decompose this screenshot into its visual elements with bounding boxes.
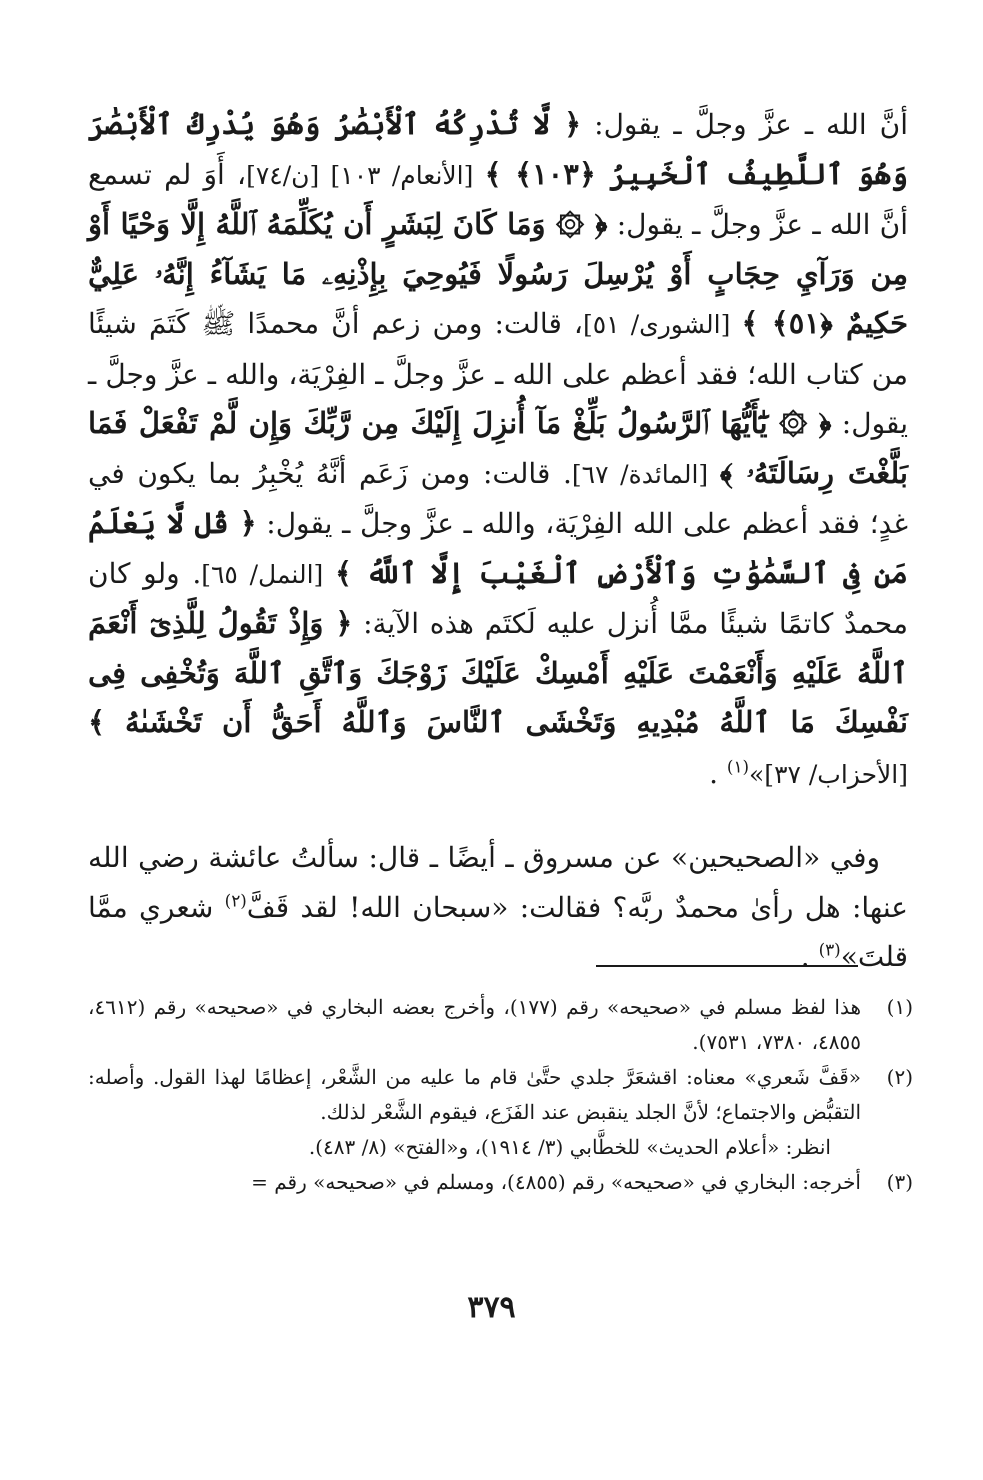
footnote-text: هذا لفظ مسلم في «صحيحه» رقم (١٧٧)، وأخرج بعضه البخاري في «صحيحه» رقم (٤٦١٢، ٤٨٥٥، ٧٣٨٠، ٧٥٣١). — [88, 995, 861, 1054]
footnote-text: أخرجه: البخاري في «صحيحه» رقم (٤٨٥٥)، ومسلم في «صحيحه» رقم = — [251, 1170, 861, 1194]
verse-reference: [النمل/ ٦٥] — [201, 559, 335, 589]
verse-reference: [الأنعام/ ١٠٣] [ن/٧٤] — [246, 160, 485, 190]
quran-verse: ﴿ لَّا تُدْرِكُهُ ٱلْأَبْصَٰرُ وَهُوَ يُدْرِكُ ٱلْأَبْصَٰرَ وَهُوَ ٱللَّطِيفُ ٱلْخَبِيرُ ﴿١٠٣﴾ ﴾ — [88, 107, 908, 191]
verse-reference: [الأحزاب/ ٣٧]» — [749, 759, 908, 789]
paragraph-1 — [88, 100, 908, 799]
footnote-2 — [88, 1060, 913, 1130]
text-segment: شعري ممَّا قلتَ» — [88, 890, 908, 973]
footnote-3 — [88, 1165, 913, 1200]
quran-verse: ﴿ وَإِذْ تَقُولُ لِلَّذِىٓ أَنْعَمَ ٱللَّهُ عَلَيْهِ وَأَنْعَمْتَ عَلَيْهِ أَمْسِكْ عَلَيْكَ زَوْجَكَ وَٱتَّقِ ٱللَّهَ وَتُخْفِى فِى نَفْسِكَ مَا ٱللَّهُ مُبْدِيهِ وَتَخْشَى ٱلنَّاسَ وَٱللَّهُ أَحَقُّ أَن تَخْشَىٰهُ ﴾ — [88, 606, 908, 739]
footnote-text: «قَفَّ شَعري» معناه: اقشعَرَّ جلدي حتَّىٰ قام ما عليه من الشَّعْر، إعظامًا لهذا القول. وأصله: التقبُّض والاجتماع؛ لأنَّ الجلد ينقبض عند الفَزَع، فيقوم الشَّعْر لذلك. — [88, 1065, 861, 1124]
text-segment: . قالت: ومن زَعَم أنَّهُ يُخْبِرُ بما يكون في غدٍ؛ فقد أعظم على الله الفِرْيَة، والله ـ عزَّ وجلَّ ـ يقول: — [88, 456, 908, 540]
page-number: ٣٧٩ — [467, 1290, 516, 1325]
quran-verse: ﴿ ۞ يَٰٓأَيُّهَا ٱلرَّسُولُ بَلِّغْ مَآ أُنزِلَ إِلَيْكَ مِن رَّبِّكَ وَإِن لَّمْ تَفْعَلْ فَمَا بَلَّغْتَ رِسَالَتَهُۥ ﴾ — [88, 406, 909, 490]
text-segment: ، قالت: ومن زعم أنَّ محمدًا ﷺ كَتَمَ شيئًا من كتاب الله؛ فقد أعظم على الله ـ عزَّ وجلَّ ـ الفِرْيَة، والله ـ عزَّ وجلَّ ـ يقول: — [88, 307, 908, 440]
footnote-separator — [596, 965, 858, 967]
footnote-number: (٣) — [886, 1170, 913, 1194]
text-segment: . — [800, 940, 819, 973]
quran-verse: ﴿ ۞ وَمَا كَانَ لِبَشَرٍ أَن يُكَلِّمَهُ ٱللَّهُ إِلَّا وَحْيًا أَوْ مِن وَرَآيِ حِجَابٍ أَوْ يُرْسِلَ رَسُولًا فَيُوحِيَ بِإِذْنِهِۦ مَا يَشَآءُ إِنَّهُۥ عَلِيٌّ حَكِيمٌ ﴿٥١﴾ ﴾ — [88, 207, 908, 340]
footnote-1 — [88, 990, 913, 1060]
main-text — [88, 100, 908, 982]
quran-verse: ﴿ قُل لَّا يَعْلَمُ مَن فِى ٱلسَّمَٰوَٰتِ وَٱلْأَرْضِ ٱلْغَيْبَ إِلَّا ٱللَّهُ ﴾ — [88, 506, 908, 590]
footnote-marker: (٣) — [818, 939, 841, 960]
footnotes — [88, 990, 913, 1200]
footnote-marker: (٢) — [224, 890, 247, 911]
text-segment: ، أَوَ لم تسمع أنَّ الله ـ عزَّ وجلَّ ـ يقول: — [88, 157, 908, 241]
footnote-2-source: انظر: «أعلام الحديث» للخطَّابي (٣/ ١٩١٤)، و«الفتح» (٨/ ٤٨٣). — [308, 1135, 831, 1159]
text-segment: . ولو كان محمدٌ كاتمًا شيئًا ممَّا أُنزل عليه لَكتَم هذه الآية: — [88, 556, 909, 640]
text-segment: أنَّ الله ـ عزَّ وجلَّ ـ يقول: — [581, 108, 908, 141]
footnote-marker: (١) — [726, 756, 750, 777]
verse-reference: [الشورى/ ٥١] — [582, 310, 742, 339]
text-segment: وفي «الصحيحين» عن مسروق ـ أيضًا ـ قال: سألتُ عائشة رضي الله عنها: هل رأىٰ محمدٌ ربَّه؟ فقالت: «سبحان الله! لقد قَفَّ — [88, 841, 908, 924]
footnote-number: (٢) — [886, 1065, 913, 1089]
verse-reference: [المائدة/ ٦٧] — [571, 459, 720, 489]
footnote-number: (١) — [886, 995, 913, 1019]
paragraph-2 — [88, 833, 908, 982]
text-segment: . — [709, 756, 727, 790]
